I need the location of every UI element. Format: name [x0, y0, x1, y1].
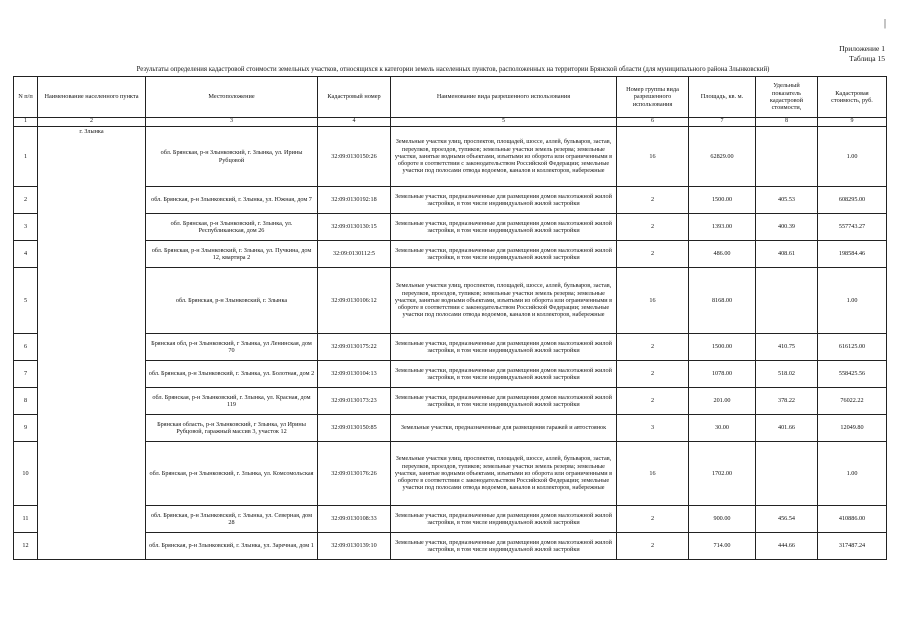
specific-value-cell: 410.75	[756, 334, 818, 361]
location-cell: обл. Брянская, р-н Злынковский, г. Злынка, ул. Комсомольская	[146, 442, 318, 506]
row-number: 4	[14, 241, 38, 268]
column-header: Местоположение	[146, 77, 318, 118]
cadastral-value-cell: 616125.00	[818, 334, 887, 361]
area-cell: 201.00	[689, 388, 756, 415]
column-header: Удельный показатель кадастровой стоимости,	[756, 77, 818, 118]
cadastral-value-cell: 317487.24	[818, 533, 887, 560]
row-number: 2	[14, 187, 38, 214]
cadastral-number-cell: 32:09:0130176:26	[318, 442, 391, 506]
cadastral-number-cell: 32:09:0130150:85	[318, 415, 391, 442]
permitted-use-cell: Земельные участки, предназначенные для размещения домов малоэтажной жилой застройки, в том числе индивидуальной жилой застройки	[391, 361, 617, 388]
use-group-cell: 16	[617, 268, 689, 334]
cadastral-value-table	[13, 76, 887, 560]
cadastral-value-cell: 410886.00	[818, 506, 887, 533]
location-cell: обл. Брянская, р-н Злынковский, г. Злынка, ул. Заречная, дом 1	[146, 533, 318, 560]
location-cell: обл. Брянская, р-н Злынковский, г. Злынка, ул. Северная, дом 28	[146, 506, 318, 533]
column-header: Площадь, кв. м.	[689, 77, 756, 118]
permitted-use-cell: Земельные участки, предназначенные для размещения домов малоэтажной жилой застройки, в том числе индивидуальной жилой застройки	[391, 334, 617, 361]
column-header: Наименование населенного пункта	[38, 77, 146, 118]
column-header: Кадастровый номер	[318, 77, 391, 118]
column-number: 1	[14, 118, 38, 127]
row-number: 10	[14, 442, 38, 506]
permitted-use-cell: Земельные участки, предназначенные для размещения гаражей и автостоянок	[391, 415, 617, 442]
cadastral-value-cell: 1.00	[818, 127, 887, 187]
specific-value-cell	[756, 268, 818, 334]
cadastral-value-cell: 557743.27	[818, 214, 887, 241]
use-group-cell: 3	[617, 415, 689, 442]
table-label: Таблица 15	[849, 54, 885, 63]
area-cell: 1702.00	[689, 442, 756, 506]
use-group-cell: 2	[617, 506, 689, 533]
use-group-cell: 2	[617, 533, 689, 560]
column-number: 4	[318, 118, 391, 127]
table-row	[14, 127, 887, 187]
specific-value-cell: 401.66	[756, 415, 818, 442]
row-number: 11	[14, 506, 38, 533]
area-cell: 486.00	[689, 241, 756, 268]
cadastral-number-cell: 32:09:0130130:15	[318, 214, 391, 241]
cadastral-value-cell: 76022.22	[818, 388, 887, 415]
use-group-cell: 2	[617, 361, 689, 388]
cadastral-number-cell: 32:09:0130104:13	[318, 361, 391, 388]
location-cell: обл. Брянская, р-н Злынковский, г. Злынка, ул. Южная, дом 7	[146, 187, 318, 214]
cadastral-number-cell: 32:09:0130139:10	[318, 533, 391, 560]
row-number: 3	[14, 214, 38, 241]
cadastral-value-cell: 1.00	[818, 268, 887, 334]
permitted-use-cell: Земельные участки, предназначенные для размещения домов малоэтажной жилой застройки, в том числе индивидуальной жилой застройки	[391, 241, 617, 268]
table-header-row	[14, 77, 887, 118]
use-group-cell: 2	[617, 388, 689, 415]
column-number-row	[14, 118, 887, 127]
row-number: 6	[14, 334, 38, 361]
area-cell: 62829.00	[689, 127, 756, 187]
appendix-heading	[839, 44, 885, 64]
area-cell: 8168.00	[689, 268, 756, 334]
location-cell: Брянская область, р-н Злынковский, г Злынка, ул Ирины Рубцовой, гаражный массив 3, участок 12	[146, 415, 318, 442]
column-number: 3	[146, 118, 318, 127]
area-cell: 714.00	[689, 533, 756, 560]
permitted-use-cell: Земельные участки, предназначенные для размещения домов малоэтажной жилой застройки, в том числе индивидуальной жилой застройки	[391, 506, 617, 533]
area-cell: 1393.00	[689, 214, 756, 241]
cadastral-number-cell: 32:09:0130106:12	[318, 268, 391, 334]
location-cell: обл. Брянская, р-н Злынковский, г. Злынка, ул. Ирины Рубцовой	[146, 127, 318, 187]
permitted-use-cell: Земельные участки, предназначенные для размещения домов малоэтажной жилой застройки, в том числе индивидуальной жилой застройки	[391, 214, 617, 241]
location-cell: обл. Брянская, р-н Злынковский, г. Злынка, ул. Болотная, дом 2	[146, 361, 318, 388]
permitted-use-cell: Земельные участки улиц, проспектов, площадей, шоссе, аллей, бульваров, застав, переулков, проездов, тупиков; земельные участки земель резерва; земельные участки, занятые водными объектами, изъятыми из оборота или ограниченными в обороте в соответствии с законодательством Российской Федерации; земельные участки под полосами отвода водоемов, каналов и коллекторов, набережные	[391, 442, 617, 506]
document-title: Результаты определения кадастровой стоимости земельных участков, относящихся к категории земель населенных пунктов, расположенных на территории Брянской области (для муниципального района Злынковский)	[136, 66, 770, 73]
permitted-use-cell: Земельные участки, предназначенные для размещения домов малоэтажной жилой застройки, в том числе индивидуальной жилой застройки	[391, 187, 617, 214]
area-cell: 900.00	[689, 506, 756, 533]
permitted-use-cell: Земельные участки улиц, проспектов, площадей, шоссе, аллей, бульваров, застав, переулков, проездов, тупиков; земельные участки земель резерва; земельные участки, занятые водными объектами, изъятыми из оборота или ограниченными в обороте в соответствии с законодательством Российской Федерации; земельные участки под полосами отвода водоемов, каналов и коллекторов, набережные	[391, 268, 617, 334]
permitted-use-cell: Земельные участки улиц, проспектов, площадей, шоссе, аллей, бульваров, застав, переулков, проездов, тупиков; земельные участки земель резерва; земельные участки, занятые водными объектами, изъятыми из оборота или ограниченными в обороте в соответствии с законодательством Российской Федерации; земельные участки под полосами отвода водоемов, каналов и коллекторов, набережные	[391, 127, 617, 187]
cadastral-number-cell: 32:09:0130175:22	[318, 334, 391, 361]
area-cell: 1500.00	[689, 334, 756, 361]
cadastral-value-cell: 198584.46	[818, 241, 887, 268]
column-header: N п/п	[14, 77, 38, 118]
column-number: 5	[391, 118, 617, 127]
use-group-cell: 16	[617, 442, 689, 506]
specific-value-cell: 456.54	[756, 506, 818, 533]
row-number: 5	[14, 268, 38, 334]
cadastral-number-cell: 32:09:0130150:26	[318, 127, 391, 187]
appendix-label: Приложение 1	[839, 44, 885, 53]
column-number: 8	[756, 118, 818, 127]
page-margin-mark: |	[884, 18, 887, 29]
location-cell: Брянская обл, р-н Злынковский, г Злынка, ул Ленинская, дом 70	[146, 334, 318, 361]
row-number: 7	[14, 361, 38, 388]
settlement-name: г. Злынка	[38, 127, 146, 560]
cadastral-number-cell: 32:09:0130112:5	[318, 241, 391, 268]
specific-value-cell	[756, 442, 818, 506]
cadastral-number-cell: 32:09:0130173:23	[318, 388, 391, 415]
location-cell: обл. Брянская, р-н Злынковский, г. Злынка, ул. Республиканская, дом 26	[146, 214, 318, 241]
column-number: 6	[617, 118, 689, 127]
row-number: 12	[14, 533, 38, 560]
specific-value-cell: 408.61	[756, 241, 818, 268]
permitted-use-cell: Земельные участки, предназначенные для размещения домов малоэтажной жилой застройки, в том числе индивидуальной жилой застройки	[391, 533, 617, 560]
row-number: 1	[14, 127, 38, 187]
column-number: 9	[818, 118, 887, 127]
specific-value-cell: 518.02	[756, 361, 818, 388]
cadastral-value-cell: 608295.00	[818, 187, 887, 214]
location-cell: обл. Брянская, р-н Злынковский, г. Злынка	[146, 268, 318, 334]
area-cell: 1500.00	[689, 187, 756, 214]
column-header: Номер группы вида разрешенного использования	[617, 77, 689, 118]
cadastral-value-cell: 12049.80	[818, 415, 887, 442]
use-group-cell: 2	[617, 241, 689, 268]
column-number: 2	[38, 118, 146, 127]
use-group-cell: 2	[617, 214, 689, 241]
column-number: 7	[689, 118, 756, 127]
cadastral-number-cell: 32:09:0130108:33	[318, 506, 391, 533]
use-group-cell: 2	[617, 334, 689, 361]
cadastral-number-cell: 32:09:0130192:18	[318, 187, 391, 214]
location-cell: обл. Брянская, р-н Злынковский, г. Злынка, ул. Красная, дом 119	[146, 388, 318, 415]
row-number: 8	[14, 388, 38, 415]
permitted-use-cell: Земельные участки, предназначенные для размещения домов малоэтажной жилой застройки, в том числе индивидуальной жилой застройки	[391, 388, 617, 415]
specific-value-cell: 378.22	[756, 388, 818, 415]
specific-value-cell	[756, 127, 818, 187]
column-header: Кадастровая стоимость, руб.	[818, 77, 887, 118]
table-body	[14, 127, 887, 560]
cadastral-value-cell: 558425.56	[818, 361, 887, 388]
specific-value-cell: 405.53	[756, 187, 818, 214]
use-group-cell: 16	[617, 127, 689, 187]
area-cell: 30.00	[689, 415, 756, 442]
specific-value-cell: 444.66	[756, 533, 818, 560]
location-cell: обл. Брянская, р-н Злынковский, г. Злынка, ул. Пучкина, дом 12, квартира 2	[146, 241, 318, 268]
cadastral-value-cell: 1.00	[818, 442, 887, 506]
area-cell: 1078.00	[689, 361, 756, 388]
specific-value-cell: 400.39	[756, 214, 818, 241]
row-number: 9	[14, 415, 38, 442]
use-group-cell: 2	[617, 187, 689, 214]
column-header: Наименование вида разрешенного использования	[391, 77, 617, 118]
